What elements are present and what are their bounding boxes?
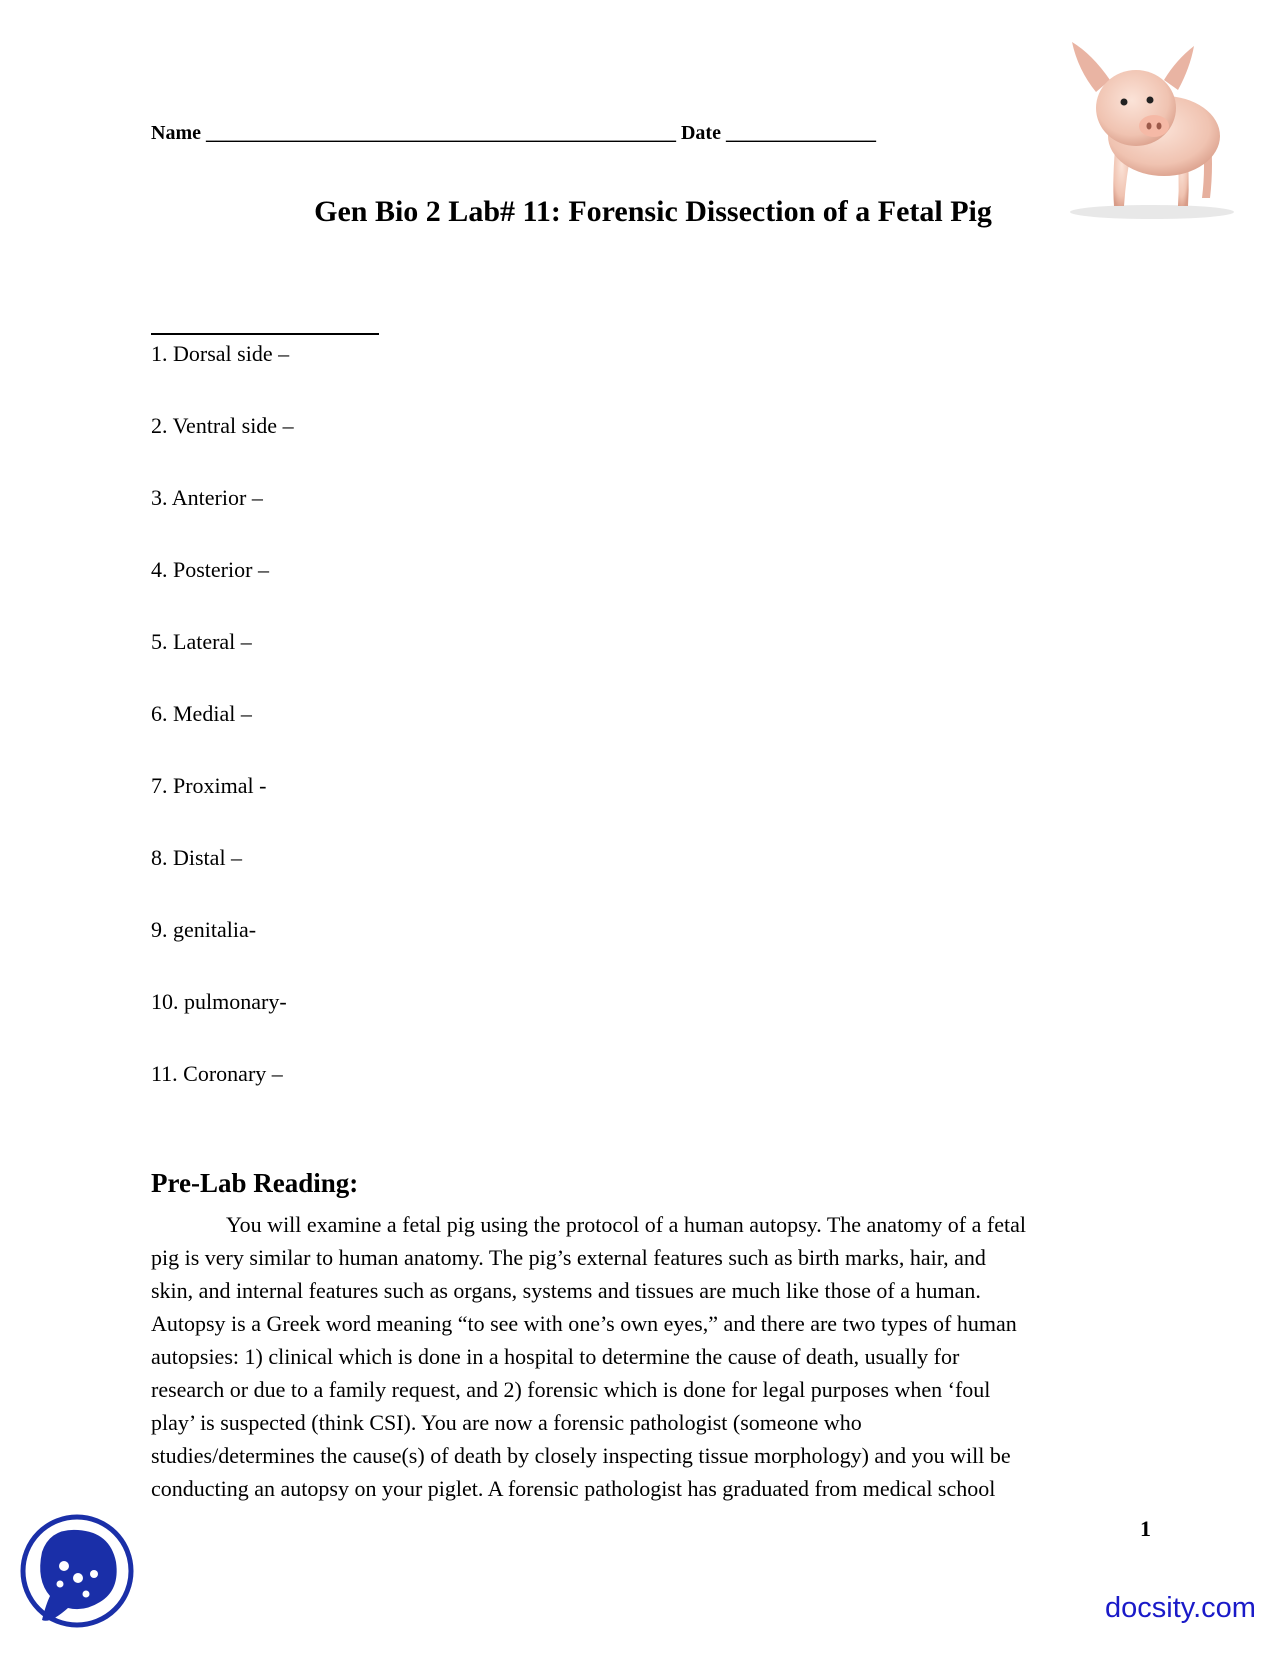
- prelab-paragraph: [151, 1208, 1151, 1505]
- name-blank[interactable]: _______________________________________________: [205, 122, 676, 144]
- term-ventral-side: 2. Ventral side –: [151, 413, 294, 438]
- term-posterior: 4. Posterior –: [151, 557, 269, 582]
- heading-underline: [151, 333, 379, 335]
- prelab-line: skin, and internal features such as organs, systems and tissues are much like those of a human.: [151, 1278, 981, 1303]
- term-anterior: 3. Anterior –: [151, 485, 263, 510]
- term-coronary: 11. Coronary –: [151, 1061, 283, 1086]
- docsity-logo-icon[interactable]: [20, 1512, 135, 1630]
- prelab-line: Autopsy is a Greek word meaning “to see with one’s own eyes,” and there are two types of human: [151, 1311, 1017, 1336]
- date-blank[interactable]: _______________: [725, 122, 876, 144]
- prelab-line: studies/determines the cause(s) of death by closely inspecting tissue morphology) and you will be: [151, 1443, 1011, 1468]
- prelab-line: pig is very similar to human anatomy. The pig’s external features such as birth marks, hair, and: [151, 1245, 986, 1270]
- term-lateral: 5. Lateral –: [151, 629, 252, 654]
- term-medial: 6. Medial –: [151, 701, 252, 726]
- vocabulary-list: [151, 338, 294, 1130]
- prelab-line: conducting an autopsy on your piglet. A forensic pathologist has graduated from medical school: [151, 1476, 996, 1501]
- prelab-line: You will examine a fetal pig using the protocol of a human autopsy. The anatomy of a fetal: [226, 1212, 1026, 1237]
- date-label: Date: [680, 122, 721, 144]
- prelab-heading: Pre-Lab Reading:: [151, 1168, 359, 1198]
- page-number: 1: [1140, 1516, 1151, 1541]
- prelab-line: autopsies: 1) clinical which is done in a hospital to determine the cause of death, usually for: [151, 1344, 960, 1369]
- term-dorsal-side: 1. Dorsal side –: [151, 341, 290, 366]
- name-label: Name: [151, 122, 201, 144]
- name-date-line: [151, 122, 876, 145]
- term-pulmonary: 10. pulmonary-: [151, 989, 287, 1014]
- term-genitalia: 9. genitalia-: [151, 917, 257, 942]
- term-distal: 8. Distal –: [151, 845, 243, 870]
- pig-photo-icon: [1052, 26, 1252, 221]
- term-proximal: 7. Proximal -: [151, 773, 267, 798]
- prelab-line: research or due to a family request, and 2) forensic which is done for legal purposes when ‘foul: [151, 1377, 991, 1402]
- prelab-line: play’ is suspected (think CSI). You are now a forensic pathologist (someone who: [151, 1410, 862, 1435]
- docsity-watermark[interactable]: docsity.com: [1105, 1592, 1256, 1624]
- page-title: Gen Bio 2 Lab# 11: Forensic Dissection of a Fetal Pig: [314, 195, 992, 228]
